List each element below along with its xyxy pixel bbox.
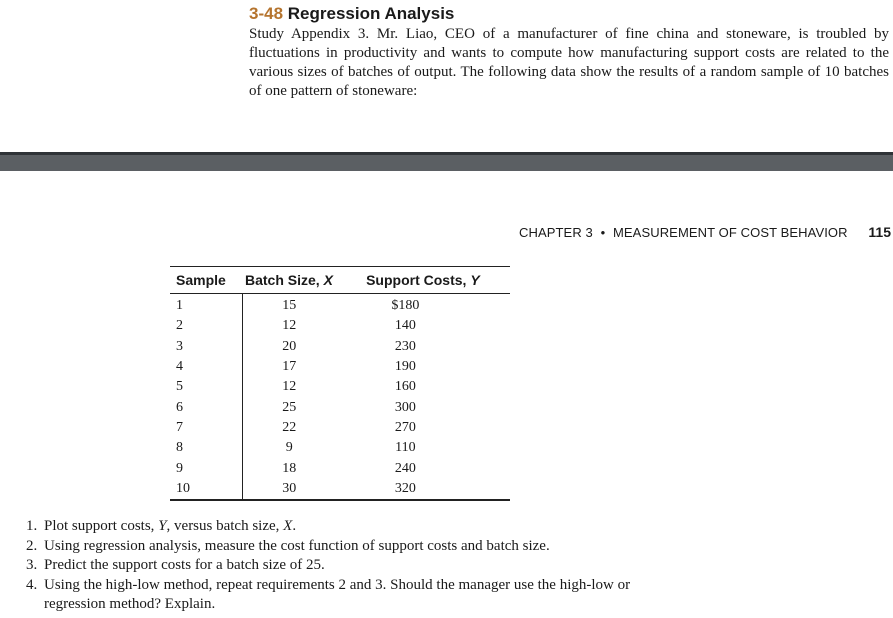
- table-row: [170, 458, 510, 478]
- cell-batch-size: 17: [282, 359, 297, 375]
- requirements-list: [26, 517, 686, 615]
- header-batch-var: X: [323, 272, 333, 288]
- requirement-number: 2.: [26, 537, 38, 554]
- cell-batch-size: 30: [282, 480, 297, 496]
- variable-y: Y: [158, 518, 167, 534]
- cell-batch-size: 22: [282, 419, 297, 435]
- table-row: [170, 377, 510, 397]
- cell-sample: 8: [170, 438, 242, 458]
- cell-support-cost: 270: [394, 419, 416, 435]
- bullet-separator: •: [600, 225, 606, 240]
- cell-support-cost: 190: [394, 359, 416, 375]
- cell-support-cost: 230: [394, 338, 416, 354]
- cell-support-cost: 300: [394, 399, 416, 415]
- requirement-number: 1.: [26, 518, 38, 534]
- table-row: [170, 357, 510, 377]
- chapter-title-text: MEASUREMENT OF COST BEHAVIOR: [612, 225, 848, 240]
- cell-batch-size: 12: [282, 379, 297, 395]
- table-body: [170, 294, 510, 500]
- problem-text: Study Appendix 3. Mr. Liao, CEO of a manufacturer of fine china and stoneware, is troubled by fluctuations in productivity and wants to compute how manufacturing support costs are related to the various sizes of batches of output. The following data show the results of a random sample of 10 batches of one pattern of stoneware:: [249, 26, 889, 99]
- requirement-text: Plot support costs, Y, versus batch size, X.: [44, 518, 297, 534]
- cell-sample: 7: [170, 418, 242, 438]
- header-cost-label: Support Costs,: [366, 272, 471, 288]
- requirement-item: [26, 517, 686, 537]
- page-divider: [0, 152, 893, 171]
- cell-batch-size: 25: [282, 399, 297, 415]
- cell-batch-size: 12: [282, 318, 297, 334]
- cell-batch-size: 18: [282, 460, 297, 476]
- requirement-text: Using the high-low method, repeat requirements 2 and 3. Should the manager use the high-low or regression method? Explain.: [44, 576, 631, 613]
- cell-sample: 5: [170, 377, 242, 397]
- cell-sample: 3: [170, 337, 242, 357]
- cell-support-cost: 110: [395, 440, 416, 456]
- requirement-item: [26, 576, 686, 615]
- page-number: 115: [868, 224, 891, 240]
- table-header-row: [170, 267, 510, 294]
- cell-support-cost: 140: [394, 318, 416, 334]
- problem-block: [249, 4, 889, 101]
- chapter-label: CHAPTER 3: [519, 225, 593, 240]
- header-batch-label: Batch Size,: [245, 272, 324, 288]
- problem-number: 3-48: [249, 4, 284, 23]
- chapter-running-title: [519, 225, 848, 240]
- requirement-text: Predict the support costs for a batch size of 25.: [44, 557, 325, 574]
- table-row: [170, 418, 510, 438]
- table-row: [170, 294, 510, 317]
- problem-heading: [249, 4, 889, 24]
- cell-sample: 10: [170, 479, 242, 500]
- cell-sample: 9: [170, 458, 242, 478]
- variable-x: X: [283, 518, 293, 534]
- cell-sample: 6: [170, 397, 242, 417]
- requirement-number: 4.: [26, 576, 38, 593]
- header-support-costs: [336, 267, 510, 294]
- table-row: [170, 337, 510, 357]
- problem-title: Regression Analysis: [287, 4, 455, 23]
- table-row: [170, 438, 510, 458]
- cell-support-cost: 320: [394, 480, 416, 496]
- header-batch-size: [242, 267, 336, 294]
- cell-batch-size: 15: [282, 298, 297, 314]
- requirement-item: [26, 556, 686, 576]
- cell-batch-size: 9: [285, 440, 293, 456]
- cell-sample: 1: [170, 294, 242, 317]
- requirement-item: [26, 537, 686, 557]
- cell-support-cost: 240: [394, 460, 416, 476]
- header-sample: Sample: [176, 272, 226, 288]
- batch-data-table: [170, 266, 510, 501]
- table-row: [170, 397, 510, 417]
- cell-support-cost: $180: [391, 298, 420, 314]
- cell-support-cost: 160: [394, 379, 416, 395]
- requirement-text: Using regression analysis, measure the cost function of support costs and batch size.: [44, 537, 550, 554]
- cell-sample: 4: [170, 357, 242, 377]
- table-row: [170, 316, 510, 336]
- header-cost-var: Y: [470, 272, 480, 288]
- table-row: [170, 479, 510, 500]
- cell-sample: 2: [170, 316, 242, 336]
- running-head: [519, 224, 891, 242]
- requirement-number: 3.: [26, 557, 38, 574]
- cell-batch-size: 20: [282, 338, 297, 354]
